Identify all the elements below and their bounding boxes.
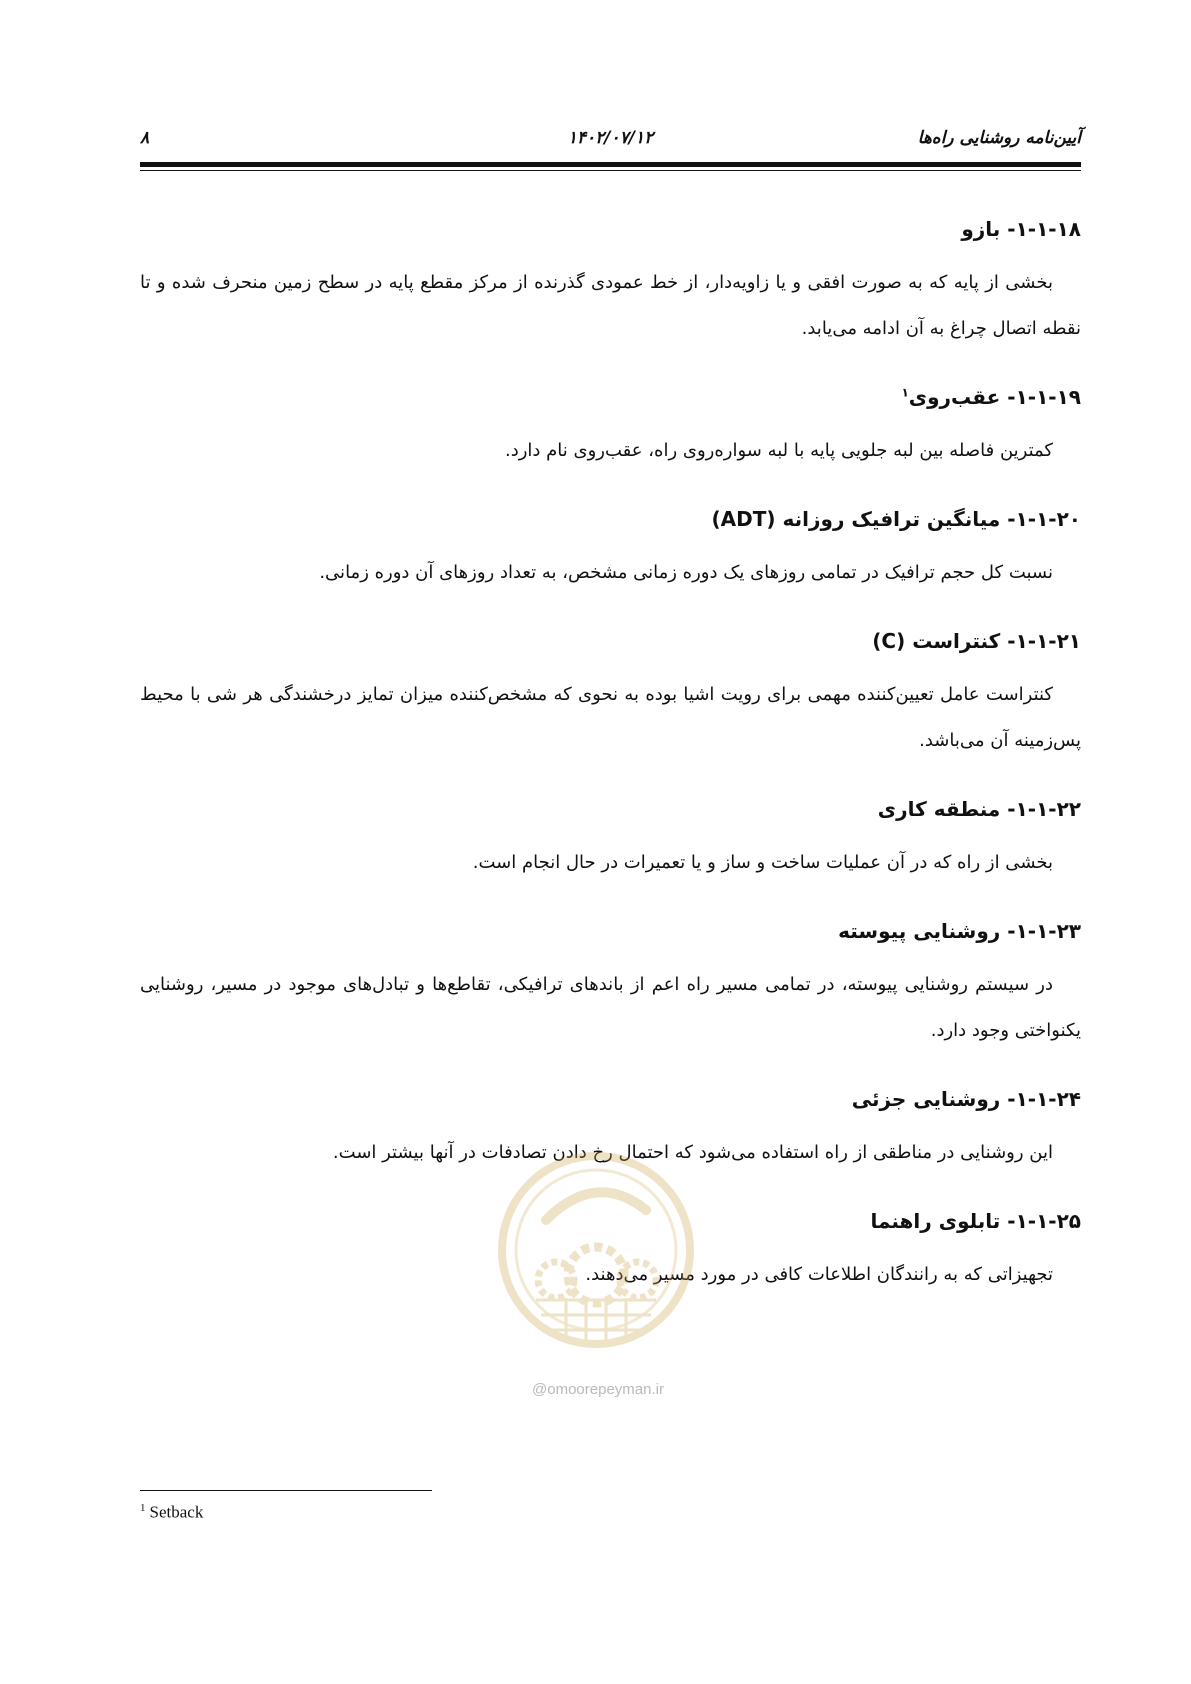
- section-title: ۱-۱-۲۱- کنتراست (C): [872, 629, 1081, 653]
- section-body: بخشی از پایه که به صورت افقی و یا زاویه‌دار، از خط عمودی گذرنده از مرکز مقطع پایه در سطح زمین منحرف شده و تا نقطه اتصال چراغ به آن ادامه می‌یابد.: [140, 272, 1081, 339]
- footnote-text: Setback: [149, 1502, 204, 1522]
- page-content: [140, 216, 1081, 1330]
- page-number: ۸: [140, 128, 150, 148]
- section-22: [140, 796, 1081, 886]
- section-body: این روشنایی در مناطقی از راه استفاده می‌شود که احتمال رخ دادن تصادفات در آنها بیشتر است.: [332, 1142, 1053, 1163]
- section-20: [140, 506, 1081, 596]
- header-rule-thin: [140, 170, 1081, 171]
- section-title: ۱-۱-۲۵- تابلوی راهنما: [870, 1209, 1081, 1233]
- footnote-mark: 1: [140, 1502, 146, 1514]
- header-rule: [140, 162, 1081, 167]
- section-body: تجهیزاتی که به رانندگان اطلاعات کافی در مورد مسیر می‌دهند.: [585, 1264, 1053, 1285]
- section-title: [140, 384, 1081, 410]
- footnote: [140, 1502, 203, 1523]
- section-title: ۱-۱-۲۲- منطقه کاری: [877, 797, 1081, 821]
- header-date: ۱۴۰۲/۰۷/۱۲: [567, 128, 654, 148]
- footnote-separator: [140, 1490, 432, 1491]
- page-header: [140, 128, 1081, 156]
- section-21: [140, 628, 1081, 764]
- watermark-url: @omoorepeyman.ir: [532, 1381, 664, 1398]
- footnote-reference[interactable]: ۱: [901, 385, 909, 400]
- section-body: نسبت کل حجم ترافیک در تمامی روزهای یک دوره زمانی مشخص، به تعداد روزهای آن دوره زمانی.: [319, 562, 1053, 583]
- document-title: آیین‌نامه روشنایی راه‌ها: [917, 128, 1081, 148]
- section-title: ۱-۱-۲۳- روشنایی پیوسته: [838, 919, 1081, 943]
- section-19: [140, 384, 1081, 474]
- section-24: [140, 1086, 1081, 1176]
- section-body: کنتراست عامل تعیین‌کننده مهمی برای رویت اشیا بوده به نحوی که مشخص‌کننده میزان تمایز درخشندگی هر شی با محیط پس‌زمینه آن می‌باشد.: [140, 684, 1081, 751]
- section-body: بخشی از راه که در آن عملیات ساخت و ساز و یا تعمیرات در حال انجام است.: [472, 852, 1053, 873]
- section-title: ۱-۱-۲۴- روشنایی جزئی: [851, 1087, 1081, 1111]
- section-title-text: ۱-۱-۱۹- عقب‌روی: [908, 385, 1081, 409]
- section-body: در سیستم روشنایی پیوسته، در تمامی مسیر راه اعم از باندهای ترافیکی، تقاطع‌ها و تبادل‌های موجود در مسیر، روشنایی یکنواختی وجود دارد.: [140, 974, 1081, 1041]
- section-25: [140, 1208, 1081, 1298]
- section-23: [140, 918, 1081, 1054]
- section-title: ۱-۱-۲۰- میانگین ترافیک روزانه (ADT): [711, 507, 1081, 531]
- section-18: [140, 216, 1081, 352]
- section-title: ۱-۱-۱۸- بازو: [961, 217, 1081, 241]
- section-body: کمترین فاصله بین لبه جلویی پایه با لبه سواره‌روی راه، عقب‌روی نام دارد.: [504, 440, 1053, 461]
